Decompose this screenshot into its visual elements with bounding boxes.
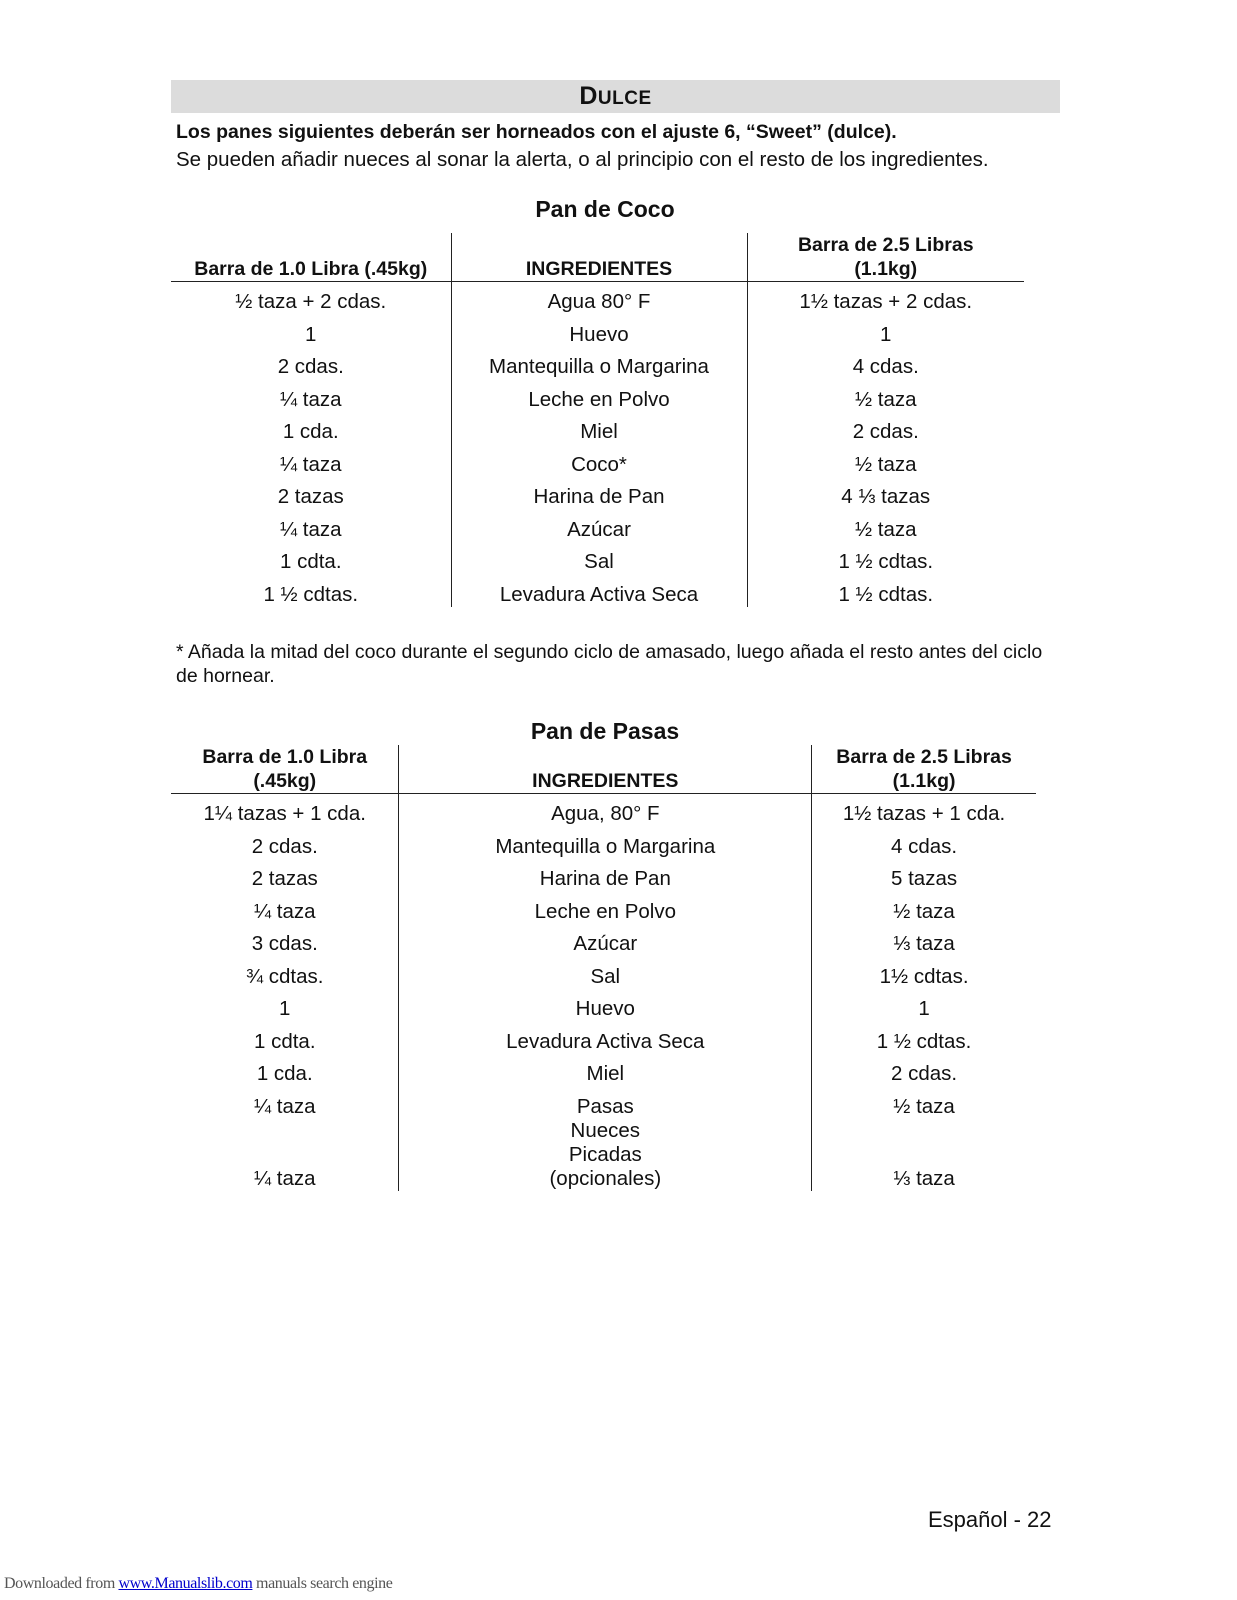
ingredient-name: Agua, 80° F xyxy=(399,794,812,827)
small-loaf-amount: ¼ taza xyxy=(253,1094,316,1118)
large-loaf-amount: ⅓ taza xyxy=(812,1119,1036,1191)
small-loaf-amount: ¼ taza xyxy=(279,517,342,541)
large-loaf-amount: ½ taza xyxy=(747,379,1024,412)
small-loaf-amount: 1 cdta. xyxy=(279,550,342,573)
ingredient-name: Miel xyxy=(451,412,747,445)
ingredient-name: Huevo xyxy=(399,989,812,1022)
ingredient-name: Pasas xyxy=(399,1086,812,1119)
small-loaf-amount: 2 tazas xyxy=(277,485,344,508)
small-loaf-amount: ¾ cdtas. xyxy=(245,964,324,988)
small-loaf-amount: 3 cdas. xyxy=(251,932,318,955)
large-loaf-amount: ½ taza xyxy=(747,509,1024,542)
large-loaf-amount: 1½ tazas + 2 cdas. xyxy=(747,282,1024,315)
table-row xyxy=(171,859,1036,892)
large-loaf-amount: ½ taza xyxy=(812,891,1036,924)
large-loaf-amount: 4 cdas. xyxy=(812,826,1036,859)
table-row xyxy=(171,444,1024,477)
column-header-ingredients: INGREDIENTES xyxy=(451,233,747,282)
large-loaf-amount: ⅓ taza xyxy=(812,924,1036,957)
ingredient-name: Harina de Pan xyxy=(399,859,812,892)
large-loaf-amount: 1½ tazas + 1 cda. xyxy=(812,794,1036,827)
ingredient-name: Miel xyxy=(399,1054,812,1087)
ingredient-name: Azúcar xyxy=(451,509,747,542)
column-header-large-loaf: Barra de 2.5 Libras (1.1kg) xyxy=(747,233,1024,282)
large-loaf-amount: 1 ½ cdtas. xyxy=(812,1021,1036,1054)
table-row xyxy=(171,477,1024,510)
table-row xyxy=(171,379,1024,412)
table-row xyxy=(171,347,1024,380)
large-loaf-amount: 1 ½ cdtas. xyxy=(747,542,1024,575)
table-row xyxy=(171,1086,1036,1119)
section-title-bar xyxy=(171,80,1060,113)
table-row xyxy=(171,1021,1036,1054)
intro-line: Se pueden añadir nueces al sonar la alerta, o al principio con el resto de los ingredientes. xyxy=(176,148,989,171)
download-footer: Downloaded from www.Manualslib.com manuals search engine xyxy=(4,1575,393,1592)
small-loaf-amount: ½ taza + 2 cdas. xyxy=(235,290,387,313)
small-loaf-amount: 1 xyxy=(279,997,291,1020)
ingredient-name: Mantequilla o Margarina xyxy=(451,347,747,380)
table-row xyxy=(171,1119,1036,1191)
large-loaf-amount: 2 cdas. xyxy=(747,412,1024,445)
small-loaf-amount: 2 cdas. xyxy=(277,355,344,378)
recipe-table-coco xyxy=(171,233,1024,607)
table-row xyxy=(171,826,1036,859)
ingredient-name: Huevo xyxy=(451,314,747,347)
small-loaf-amount: ¼ taza xyxy=(253,899,316,923)
column-header-ingredients: INGREDIENTES xyxy=(399,745,812,794)
table-row xyxy=(171,989,1036,1022)
table-row xyxy=(171,1054,1036,1087)
ingredient-name: Azúcar xyxy=(399,924,812,957)
table-row xyxy=(171,314,1024,347)
table-row xyxy=(171,924,1036,957)
large-loaf-amount: ½ taza xyxy=(747,444,1024,477)
ingredient-name: Harina de Pan xyxy=(451,477,747,510)
ingredient-name: Coco* xyxy=(451,444,747,477)
table-row xyxy=(171,956,1036,989)
table-row xyxy=(171,509,1024,542)
recipe-table-pasas xyxy=(171,745,1036,1191)
large-loaf-amount: 4 cdas. xyxy=(747,347,1024,380)
ingredient-name: Agua 80° F xyxy=(451,282,747,315)
manualslib-link[interactable]: www.Manualslib.com xyxy=(118,1575,253,1592)
small-loaf-amount: ¼ taza xyxy=(279,452,342,476)
large-loaf-amount: 5 tazas xyxy=(812,859,1036,892)
ingredient-name: Levadura Activa Seca xyxy=(451,574,747,607)
small-loaf-amount: ¼ taza xyxy=(279,387,342,411)
table-row xyxy=(171,542,1024,575)
small-loaf-amount: 1¼ tazas + 1 cda. xyxy=(203,802,366,825)
large-loaf-amount: 1 xyxy=(812,989,1036,1022)
large-loaf-amount: 2 cdas. xyxy=(812,1054,1036,1087)
large-loaf-amount: ½ taza xyxy=(812,1086,1036,1119)
large-loaf-amount: 1 xyxy=(747,314,1024,347)
table-row xyxy=(171,282,1024,315)
large-loaf-amount: 4 ⅓ tazas xyxy=(747,477,1024,510)
recipe-title-pasas: Pan de Pasas xyxy=(530,718,680,744)
ingredient-name: Mantequilla o Margarina xyxy=(399,826,812,859)
ingredient-name: Leche en Polvo xyxy=(451,379,747,412)
ingredient-name: Levadura Activa Seca xyxy=(399,1021,812,1054)
table-row xyxy=(171,412,1024,445)
table-row xyxy=(171,891,1036,924)
ingredient-name: Nueces Picadas (opcionales) xyxy=(399,1119,812,1191)
ingredient-name: Sal xyxy=(451,542,747,575)
small-loaf-amount: 1 cdta. xyxy=(253,1029,316,1053)
column-header-small-loaf: Barra de 1.0 Libra (.45kg) xyxy=(171,745,399,794)
large-loaf-amount: 1½ cdtas. xyxy=(812,956,1036,989)
intro-bold-line: Los panes siguientes deberán ser horneados con el ajuste 6, “Sweet” (dulce). xyxy=(176,121,897,143)
table-row xyxy=(171,574,1024,607)
recipe-note: * Añada la mitad del coco durante el segundo ciclo de amasado, luego añada el resto antes del ciclo de hornear. xyxy=(176,641,1043,687)
small-loaf-amount: ¼ taza xyxy=(253,1166,316,1190)
table-row xyxy=(171,794,1036,827)
small-loaf-amount: 1 ½ cdtas. xyxy=(263,582,359,606)
small-loaf-amount: 2 tazas xyxy=(251,867,318,890)
page-number: Español - 22 xyxy=(928,1507,1052,1532)
column-header-small-loaf: Barra de 1.0 Libra (.45kg) xyxy=(171,233,451,282)
large-loaf-amount: 1 ½ cdtas. xyxy=(747,574,1024,607)
column-header-large-loaf: Barra de 2.5 Libras (1.1kg) xyxy=(812,745,1036,794)
ingredient-name: Sal xyxy=(399,956,812,989)
small-loaf-amount: 1 cda. xyxy=(282,420,339,443)
section-title: DULCE xyxy=(579,82,652,110)
ingredient-name: Leche en Polvo xyxy=(399,891,812,924)
small-loaf-amount: 1 xyxy=(305,322,317,346)
small-loaf-amount: 2 cdas. xyxy=(251,834,318,858)
small-loaf-amount: 1 cda. xyxy=(256,1062,313,1085)
recipe-title-coco: Pan de Coco xyxy=(535,196,675,222)
